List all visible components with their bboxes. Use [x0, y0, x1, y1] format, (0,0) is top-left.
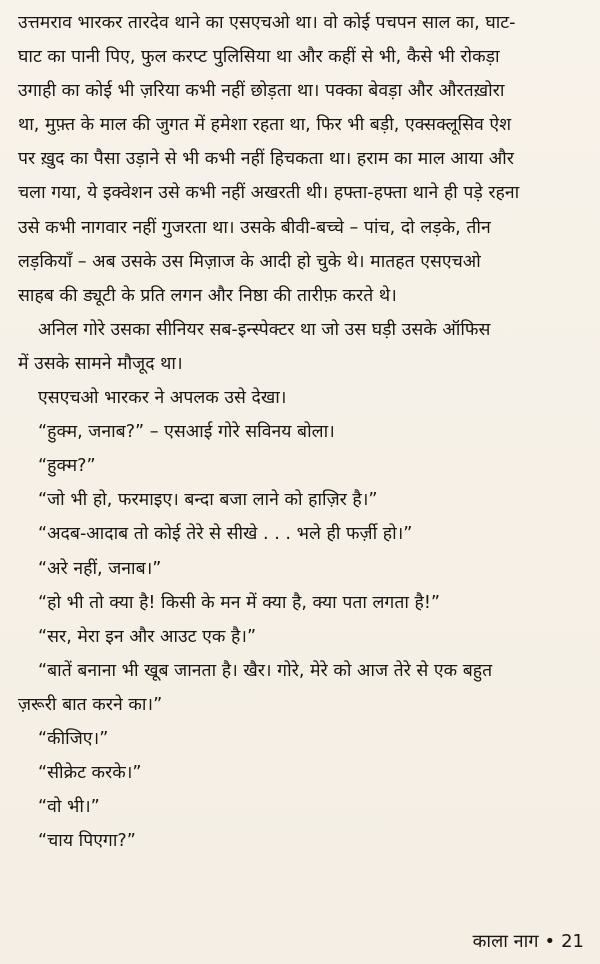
text-line: “सर, मेरा इन और आउट एक है।” [38, 626, 257, 647]
page-number: 21 [561, 931, 584, 952]
text-line: घाट का पानी पिए, फुल करप्ट पुलिसिया था और कहीं से भी, कैसे भी रोकड़ा [18, 47, 500, 68]
text-line: उसे कभी नागवार नहीं गुजरता था। उसके बीवी-बच्चे – पांच, दो लड़के, तीन [18, 217, 491, 238]
text-line: उगाही का कोई भी ज़रिया कभी नहीं छोड़ता था। पक्का बेवड़ा और औरतख़ोरा [18, 81, 505, 102]
text-line: ज़रूरी बात करने का।” [18, 694, 163, 715]
text-line: “अरे नहीं, जनाब।” [38, 558, 162, 579]
text-line: “सीक्रेट करके।” [38, 763, 142, 784]
body-text [18, 6, 584, 858]
text-line: में उसके सामने मौजूद था। [18, 353, 183, 374]
text-line: “जो भी हो, फरमाइए। बन्दा बजा लाने को हाज़िर है।” [38, 490, 378, 511]
text-line: “बातें बनाना भी खूब जानता है। खैर। गोरे, मेरे को आज तेरे से एक बहुत [38, 660, 493, 681]
text-line: लड़कियाँ – अब उसके उस मिज़ाज के आदी हो चुके थे। मातहत एसएचओ [18, 251, 481, 272]
text-line: “वो भी।” [38, 797, 100, 818]
text-line: साहब की ड्यूटी के प्रति लगन और निष्ठा की तारीफ़ करते थे। [18, 285, 397, 306]
text-line: “अदब-आदाब तो कोई तेरे से सीखे . . . भले ही फर्ज़ी हो।” [38, 524, 413, 545]
text-line: “हुक्म, जनाब?” – एसआई गोरे सविनय बोला। [38, 422, 335, 443]
text-line: चला गया, ये इक्वेशन उसे कभी नहीं अखरती थी। हफ्ता-हफ्ता थाने ही पड़े रहना [18, 183, 520, 204]
text-line: पर ख़ुद का पैसा उड़ाने से भी कभी नहीं हिचकता था। हराम का माल आया और [18, 149, 514, 170]
text-line: “कीजिए।” [38, 728, 109, 749]
text-line: “हो भी तो क्या है! किसी के मन में क्या है, क्या पता लगता है!” [38, 592, 441, 613]
text-line: “चाय पिएगा?” [38, 831, 136, 852]
footer-separator: • [544, 931, 556, 952]
text-line: था, मुफ़्त के माल की जुगत में हमेशा रहता था, फिर भी बड़ी, एक्सक्लूसिव ऐश [18, 115, 512, 136]
text-line: एसएचओ भारकर ने अपलक उसे देखा। [38, 388, 287, 409]
text-line: उत्तमराव भारकर तारदेव थाने का एसएचओ था। वो कोई पचपन साल का, घाट- [18, 13, 516, 33]
book-title: काला नाग [472, 931, 539, 952]
text-line: “हुक्म?” [38, 456, 96, 477]
page-footer [473, 930, 584, 954]
text-line: अनिल गोरे उसका सीनियर सब-इन्स्पेक्टर था जो उस घड़ी उसके ऑफिस [38, 319, 491, 340]
